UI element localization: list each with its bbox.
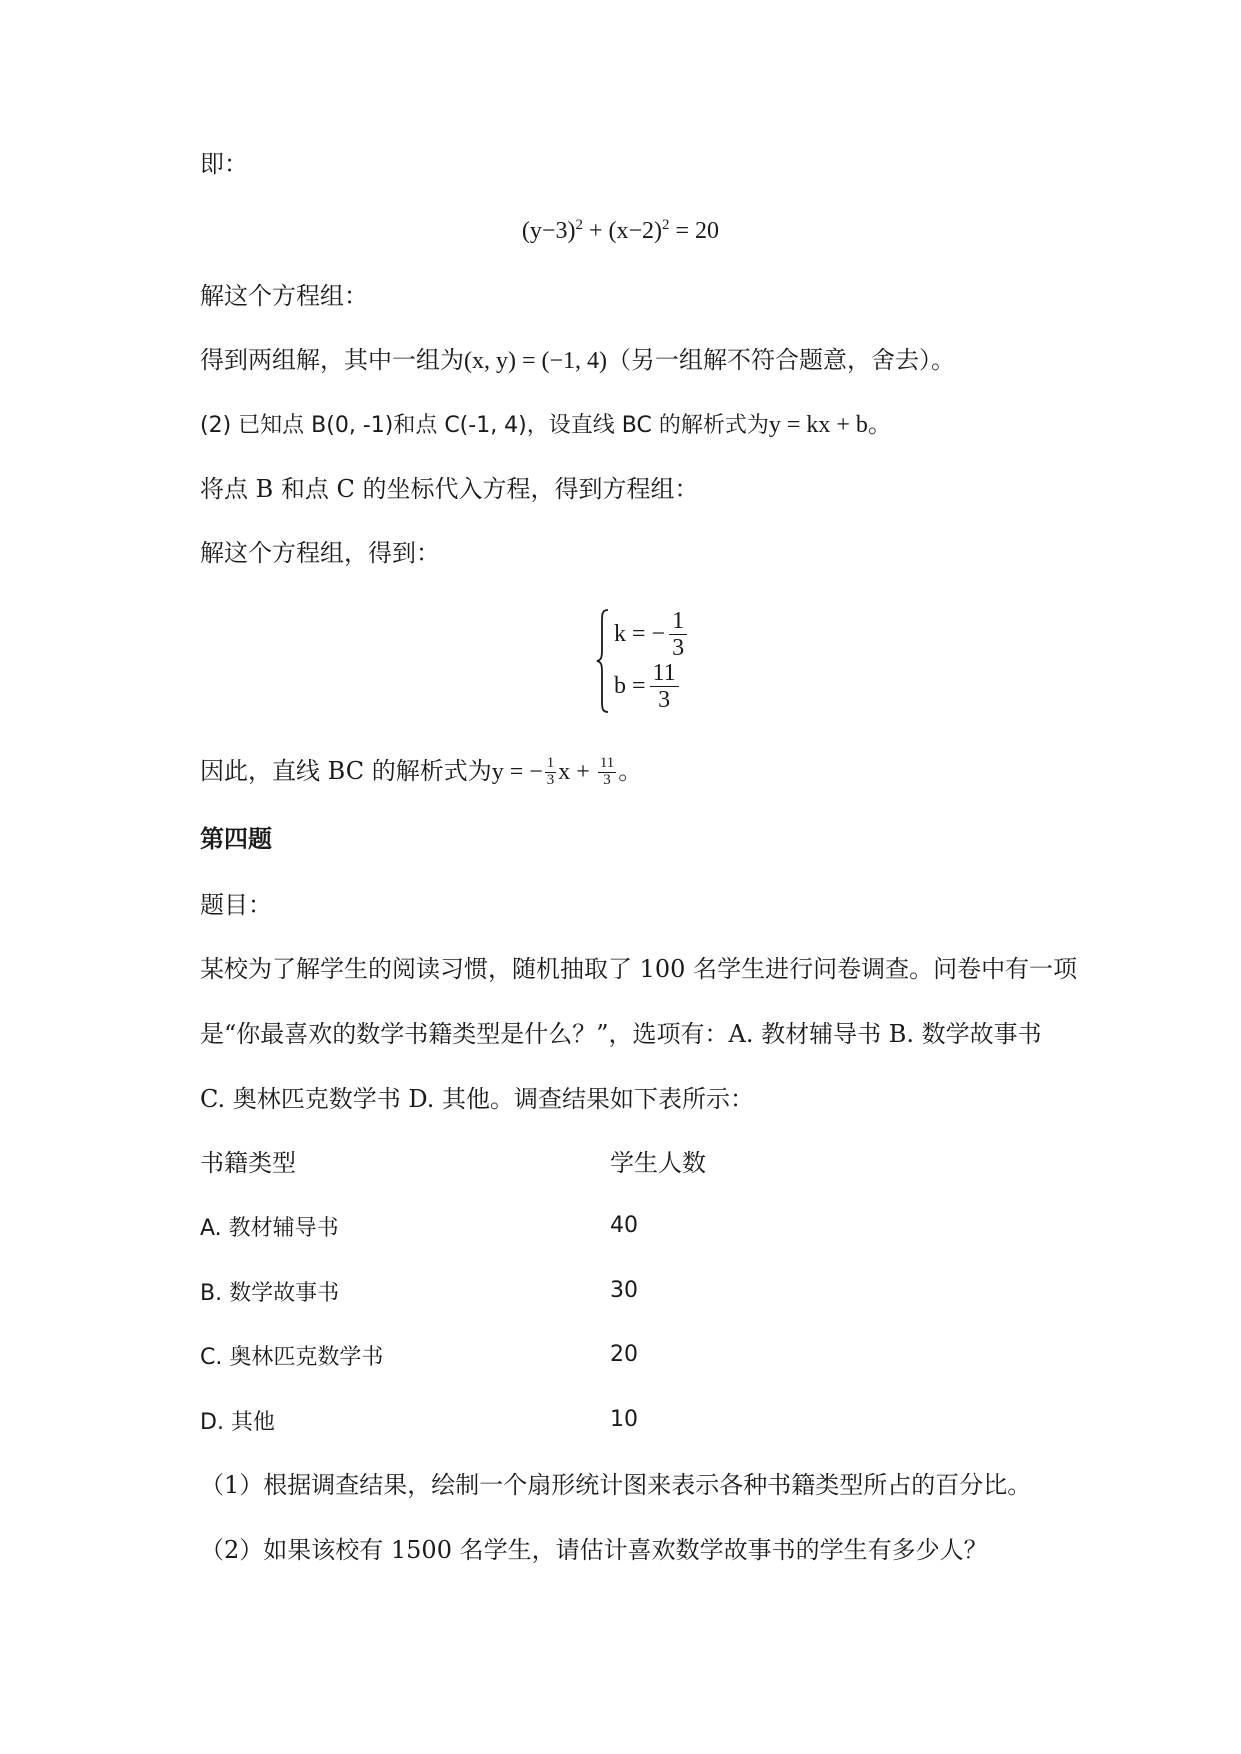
question-text: C. 奥林匹克数学书 D. 其他。调查结果如下表所示： xyxy=(200,1085,755,1113)
question-text: 是“你最喜欢的数学书籍类型是什么？”，选项有：A. 教材辅导书 B. 数学故事书 xyxy=(200,1020,1042,1048)
table-row-type: A. 教材辅导书 xyxy=(200,1216,339,1241)
table-row-type: D. 其他 xyxy=(200,1410,275,1435)
text-line: 解这个方程组，得到： xyxy=(200,539,440,567)
question-label: 题目： xyxy=(200,891,272,919)
text-line: 解这个方程组： xyxy=(200,282,368,310)
table-row-type: B. 数学故事书 xyxy=(200,1281,340,1306)
k-fraction: $\frac{1}{3}$ xyxy=(669,608,687,662)
conclusion-line: 因此，直线 BC 的解析式为y = − $\frac{1}{3}$ x + $\frac{11}{3}$ 。 xyxy=(200,755,643,788)
table-header-type: 书籍类型 xyxy=(200,1149,296,1177)
table-header-count: 学生人数 xyxy=(610,1149,706,1177)
equation-system xyxy=(596,608,706,718)
solution-line: 得到两组解，其中一组为(x, y) = (−1, 4)（另一组解不符合题意，舍去）。 xyxy=(200,346,956,374)
table-row-count: 20 xyxy=(610,1342,638,1367)
table-row-count: 30 xyxy=(610,1278,638,1303)
left-brace-icon xyxy=(596,608,610,714)
table-row-count: 40 xyxy=(610,1213,638,1238)
text-line: 将点 B 和点 C 的坐标代入方程，得到方程组： xyxy=(200,475,699,503)
circle-equation: $(y-3)^2 + (x-2)^2 = 20$ xyxy=(521,217,720,244)
b-equation: b = $\frac{11}{3}$ xyxy=(614,660,683,714)
text-line: 即： xyxy=(200,150,248,178)
question-text: 某校为了解学生的阅读习惯，随机抽取了 100 名学生进行问卷调查。问卷中有一项 xyxy=(200,955,1078,983)
sub-question: （1）根据调查结果，绘制一个扇形统计图来表示各种书籍类型所占的百分比。 xyxy=(200,1471,1032,1499)
table-row-count: 10 xyxy=(610,1407,638,1432)
section-title: 第四题 xyxy=(200,824,272,853)
part2-line: (2) 已知点 B(0, -1)和点 C(-1, 4)，设直线 BC 的解析式为y = kx + b。 xyxy=(200,410,892,438)
k-equation: k = − $\frac{1}{3}$ xyxy=(614,608,691,662)
sub-question: （2）如果该校有 1500 名学生，请估计喜欢数学故事书的学生有多少人？ xyxy=(200,1536,988,1564)
b-fraction: $\frac{11}{3}$ xyxy=(650,660,679,714)
table-row-type: C. 奥林匹克数学书 xyxy=(200,1345,384,1370)
